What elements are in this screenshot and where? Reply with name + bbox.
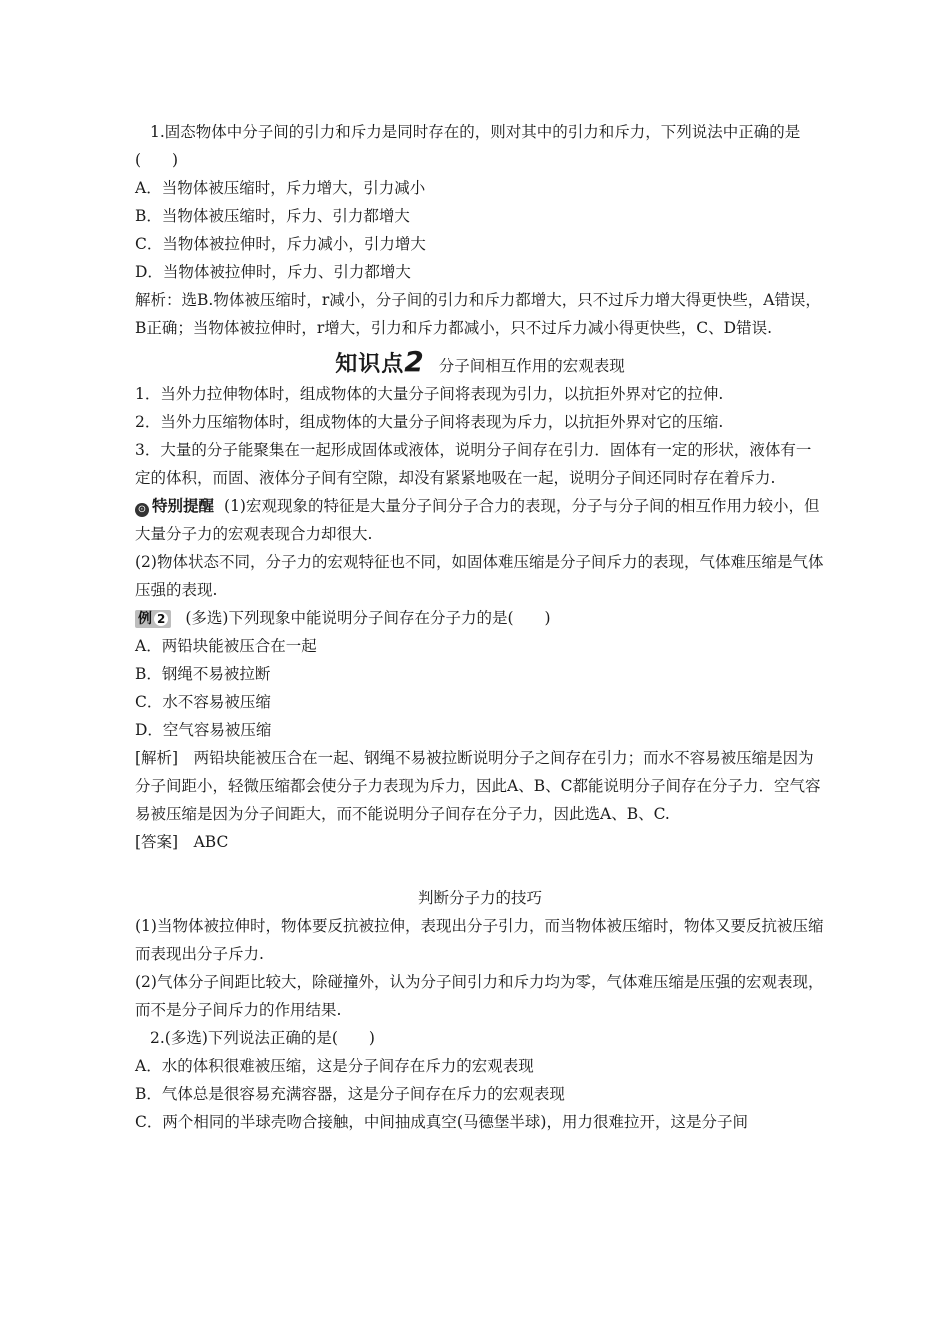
example-badge-number: 2	[154, 612, 168, 626]
example-badge	[135, 610, 171, 628]
knowledge-point-label: 知识点	[335, 352, 405, 377]
question-1-option-d: D．当物体被拉伸时，斥力、引力都增大	[135, 263, 411, 281]
question-1-analysis: 解析：选B.物体被压缩时，r减小，分子间的引力和斥力都增大，只不过斥力增大得更快些，A错误，B正确；当物体被拉伸时，r增大，引力和斥力都减小，只不过斥力减小得更快些，C、D错误.	[135, 291, 821, 337]
tip-text-1: (1)宏观现象的特征是大量分子间分子合力的表现，分子与分子间的相互作用力较小，但大量分子力的宏观表现合力却很大.	[135, 497, 820, 543]
example-badge-label: 例	[138, 611, 152, 627]
special-tip-2: (2)物体状态不同，分子力的宏观特征也不同，如固体难压缩是分子间斥力的表现，气体难压缩是气体压强的表现.	[135, 553, 824, 599]
question-1-option-a: A．当物体被压缩时，斥力增大，引力减小	[135, 179, 426, 197]
example-2-option-b: B．钢绳不易被拉断	[135, 665, 271, 683]
section-2-title: 分子间相互作用的宏观表现	[438, 357, 625, 375]
question-1-option-b: B．当物体被压缩时，斥力、引力都增大	[135, 207, 410, 225]
example-2-option-c: C．水不容易被压缩	[135, 693, 271, 711]
section-2-point-2: 2．当外力压缩物体时，组成物体的大量分子间将表现为斥力，以抗拒外界对它的压缩.	[135, 413, 724, 431]
question-1-stem: 1.固态物体中分子间的引力和斥力是同时存在的，则对其中的引力和斥力，下列说法中正确的是( )	[135, 123, 801, 169]
technique-item-2: (2)气体分子间距比较大，除碰撞外，认为分子间引力和斥力均为零，气体难压缩是压强的宏观表现，而不是分子间斥力的作用结果.	[135, 973, 824, 1019]
tip-label: 特别提醒	[152, 497, 215, 515]
example-2-stem	[135, 604, 825, 632]
example-2-analysis: [解析] 两铅块能被压合在一起、钢绳不易被拉断说明分子之间存在引力；而水不容易被压缩是因为分子间距小，轻微压缩都会使分子力表现为斥力，因此A、B、C都能说明分子间存在分子力．空气容易被压缩是因为分子间距大，而不能说明分子间存在分子力，因此选A、B、C.	[135, 749, 821, 823]
section-2-point-1: 1．当外力拉伸物体时，组成物体的大量分子间将表现为引力，以抗拒外界对它的拉伸.	[135, 385, 724, 403]
example-2-stem-text: (多选)下列现象中能说明分子间存在分子力的是( )	[185, 609, 551, 627]
example-2-answer: [答案] ABC	[135, 833, 229, 851]
special-tip-1	[135, 492, 825, 548]
document-page	[135, 118, 825, 1136]
section-2-heading	[135, 344, 825, 380]
question-2-option-b: B．气体总是很容易充满容器，这是分子间存在斥力的宏观表现	[135, 1085, 565, 1103]
question-2-option-c: C．两个相同的半球壳吻合接触，中间抽成真空(马德堡半球)，用力很难拉开，这是分子间	[135, 1113, 748, 1131]
technique-title: 判断分子力的技巧	[417, 889, 542, 907]
tip-icon: ⊙	[135, 503, 149, 517]
spacer	[135, 856, 825, 884]
question-1-option-c: C．当物体被拉伸时，斥力减小，引力增大	[135, 235, 426, 253]
section-2-point-3: 3．大量的分子能聚集在一起形成固体或液体，说明分子间存在引力．固体有一定的形状，液体有一定的体积，而固、液体分子间有空隙，却没有紧紧地吸在一起，说明分子间还同时存在着斥力.	[135, 441, 812, 487]
question-2-stem: 2.(多选)下列说法正确的是( )	[150, 1029, 375, 1047]
example-2-option-a: A．两铅块能被压合在一起	[135, 637, 317, 655]
technique-item-1: (1)当物体被拉伸时，物体要反抗被拉伸，表现出分子引力，而当物体被压缩时，物体又要反抗被压缩而表现出分子斥力.	[135, 917, 824, 963]
knowledge-point-number: 2	[404, 345, 425, 378]
question-2-option-a: A．水的体积很难被压缩，这是分子间存在斥力的宏观表现	[135, 1057, 534, 1075]
example-2-option-d: D．空气容易被压缩	[135, 721, 272, 739]
